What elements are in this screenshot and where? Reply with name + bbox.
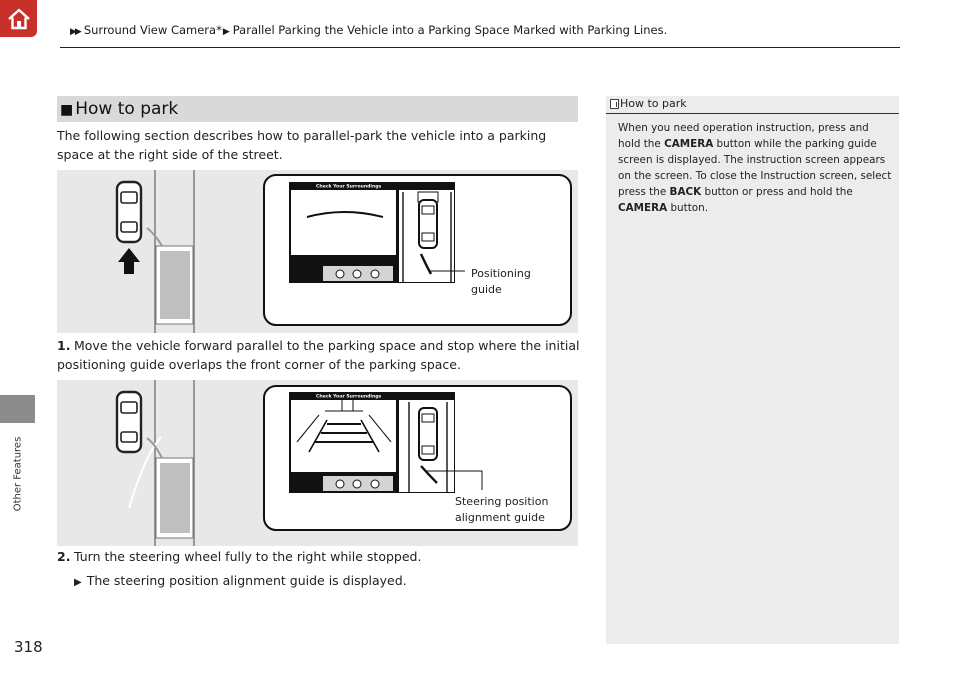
- breadcrumb-arrow-icon: ▶▶: [70, 27, 80, 37]
- step-2: 2. Turn the steering wheel fully to the right while stopped.: [57, 549, 422, 564]
- car-icon: [117, 392, 141, 452]
- step-2-result: ▶ The steering position alignment guide is displayed.: [74, 573, 407, 588]
- screen-title-1: Check Your Surroundings: [316, 184, 382, 190]
- square-bullet-icon: ■: [60, 102, 74, 118]
- breadcrumb-link-1[interactable]: Surround View Camera*: [83, 23, 222, 37]
- steering-alignment-guide-callout: Steering position alignment guide: [455, 495, 549, 524]
- note-icon: [610, 99, 619, 109]
- chapter-tab[interactable]: [0, 395, 35, 423]
- step-1: 1. Move the vehicle forward parallel to the parking space and stop where the initial positioning guide overlaps the front corner of the parking space.: [57, 338, 580, 372]
- breadcrumb-separator-icon: ▶: [222, 27, 230, 37]
- result-arrow-icon: ▶: [74, 577, 82, 588]
- home-icon: [6, 6, 32, 32]
- screen-title-2: Check Your Surroundings: [316, 394, 382, 400]
- positioning-guide-callout: Positioning guide: [471, 267, 531, 296]
- note-panel: [606, 96, 899, 644]
- note-body: When you need operation instruction, press and hold the CAMERA button while the parking guide screen is displayed. The instruction screen appears on the screen. To close the Instruction screen, select press the BACK button or press and hold the CAMERA button.: [618, 122, 892, 214]
- note-title: How to park: [620, 97, 687, 110]
- breadcrumb: [70, 23, 667, 37]
- page-number: 318: [14, 638, 43, 656]
- figure-positioning: [57, 170, 578, 333]
- car-icon: [117, 182, 141, 242]
- home-button[interactable]: [0, 0, 37, 37]
- header-divider: [60, 47, 900, 48]
- note-header: [606, 96, 899, 114]
- breadcrumb-link-2[interactable]: Parallel Parking the Vehicle into a Parking Space Marked with Parking Lines.: [232, 23, 668, 37]
- arrow-up-icon: [118, 248, 140, 274]
- chapter-label: Other Features: [12, 436, 24, 512]
- intro-paragraph: The following section describes how to parallel-park the vehicle into a parking space at the right side of the street.: [57, 128, 547, 162]
- section-heading: ■ How to park: [57, 96, 578, 122]
- figure-1-illustration: [57, 170, 578, 333]
